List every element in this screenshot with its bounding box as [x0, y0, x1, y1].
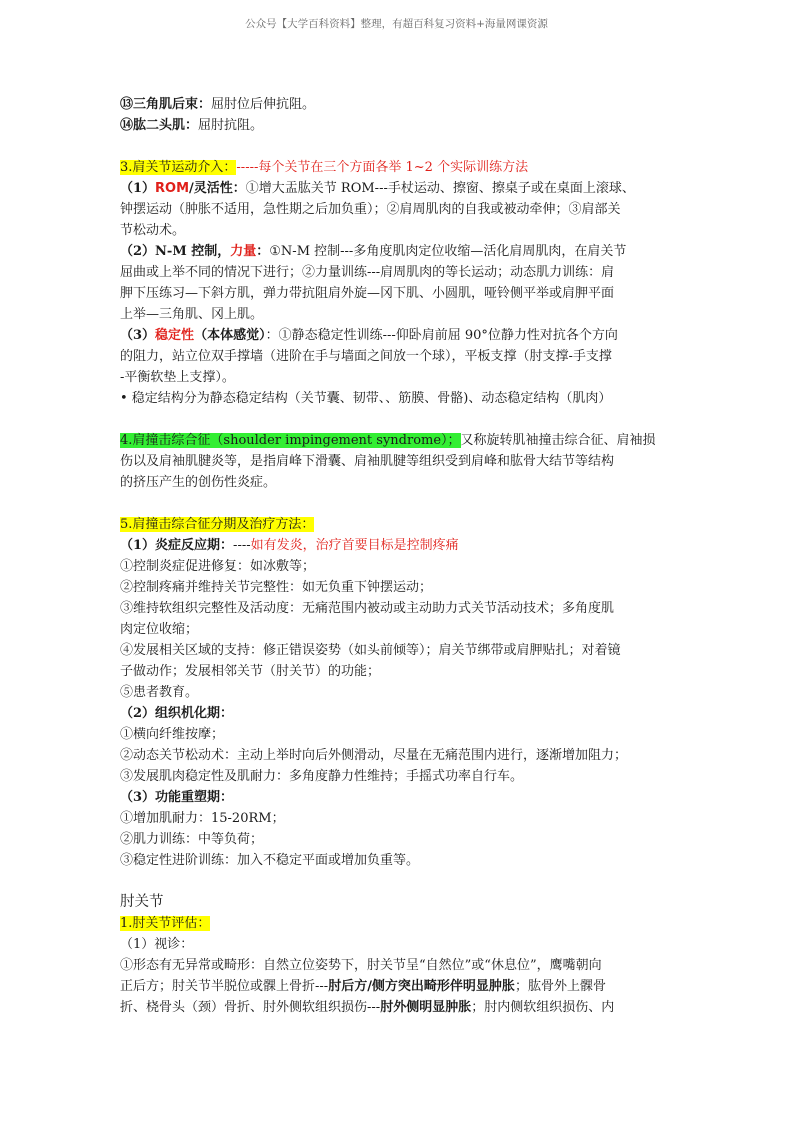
list-item: 子做动作；发展相邻关节（肘关节）的功能； [120, 664, 381, 679]
list-item: ②控制疼痛并维持关节完整性：如无负重下钟摆运动； [120, 580, 433, 595]
section-3-title [120, 157, 680, 178]
elbow-line1: ①形态有无异常或畸形：自然立位姿势下，肘关节呈“自然位”或“休息位”，鹰嘴朝向 [120, 958, 602, 973]
elbow-line2-a: 正后方；肘关节半脱位或髁上骨折--- [120, 979, 329, 994]
phase-3-title: （3）功能重塑期： [120, 790, 234, 805]
s3-p1-label: /灵活性： [189, 181, 246, 196]
list-item: ③稳定性进阶训练：加入不稳定平面或增加负重等。 [120, 853, 420, 868]
elbow-line3-a: 折、桡骨头（颈）骨折、肘外侧软组织损伤--- [120, 1000, 381, 1015]
item-14-label: ⑭肱二头肌： [120, 118, 199, 133]
elbow-heading: 肘关节 [120, 894, 164, 910]
phase-1-dash: ---- [233, 538, 251, 553]
s3-p3-label: （本体感觉） [194, 328, 266, 343]
list-item: ①横向纤维按摩； [120, 727, 225, 742]
elbow-line3 [120, 997, 680, 1018]
list-item: ③发展肌肉稳定性及肌耐力：多角度静力性维持；手摇式功率自行车。 [120, 769, 524, 784]
s3-p2-line4: 上举—三角肌、冈上肌。 [120, 307, 264, 322]
section-4-line3: 的挤压产生的创伤性炎症。 [120, 475, 277, 490]
item-13 [120, 94, 680, 115]
s3-p3-text: ：①静态稳定性训练---仰卧肩前屈 90°位静力性对抗各个方向 [265, 328, 618, 343]
section-4-heading: 4.肩撞击综合征（shoulder impingement syndrome）； [120, 433, 461, 448]
elbow-section-1-heading: 1.肘关节评估： [120, 916, 211, 931]
section-4-line1 [120, 430, 680, 451]
list-item: ①控制炎症促进修复：如冰敷等； [120, 559, 316, 574]
s3-p1-line3: 节松动术。 [120, 223, 186, 238]
s3-p2-colon: ： [256, 244, 270, 259]
phase-1-goal: 如有发炎，治疗首要目标是控制疼痛 [250, 538, 459, 553]
list-item: ④发展相关区域的支持：修正错误姿势（如头前倾等）；肩关节绑带或肩胛贴扎；对着镜 [120, 643, 621, 658]
s3-p1-line2: 钟摆运动（肿胀不适用，急性期之后加负重）；②肩周肌肉的自我或被动牵伸；③肩部关 [120, 202, 621, 217]
list-item: ②肌力训练：中等负荷； [120, 832, 264, 847]
list-item: ②动态关节松动术：主动上举时向后外侧滑动，尽量在无痛范围内进行，逐渐增加阻力； [120, 748, 628, 763]
list-item: ③维持软组织完整性及活动度：无痛范围内被动或主动助力式关节活动技术；多角度肌 [120, 601, 615, 616]
s3-p1-num: （1） [120, 181, 156, 196]
document-body [120, 94, 680, 1018]
s3-p2-line3: 胛下压练习—下斜方肌，弹力带抗阻肩外旋—冈下肌、小圆肌，哑铃侧平举或肩胛平面 [120, 286, 615, 301]
item-13-text: 屈肘位后伸抗阻。 [211, 97, 316, 112]
s3-p2-text: ①N-M 控制---多角度肌肉定位收缩—活化肩周肌肉，在肩关节 [269, 244, 627, 259]
item-14 [120, 115, 680, 136]
item-14-text: 屈肘抗阻。 [198, 118, 264, 133]
phase-1-label: （1）炎症反应期： [120, 538, 234, 553]
section-5-heading: 5.肩撞击综合征分期及治疗方法： [120, 517, 315, 532]
list-item: 肉定位收缩； [120, 622, 199, 637]
section-3-subtitle: -----每个关节在三个方面各举 1~2 个实际训练方法 [236, 160, 529, 175]
elbow-line2-b: 肘后方/侧方突出畸形伴明显肿胀 [328, 979, 515, 994]
elbow-line2-c: ；肱骨外上髁骨 [514, 979, 606, 994]
elbow-line2 [120, 976, 680, 997]
s3-p1-line1 [120, 178, 680, 199]
elbow-line3-b: 肘外侧明显肿胀 [380, 1000, 472, 1015]
phase-2-title: （2）组织机化期： [120, 706, 234, 721]
s3-p3-line3: -平衡软垫上支撑）。 [120, 370, 235, 385]
section-4-line2: 伤以及肩袖肌腱炎等，是指肩峰下滑囊、肩袖肌腱等组织受到肩峰和肱骨大结节等结构 [120, 454, 615, 469]
s3-p2-line1 [120, 241, 680, 262]
elbow-section-1-title [120, 913, 680, 934]
section-4-text: 又称旋转肌袖撞击综合征、肩袖损 [460, 433, 656, 448]
s3-p3-line2: 的阻力，站立位双手撑墙（进阶在手与墙面之间放一个球），平板支撑（肘支撑-手支撑 [120, 349, 612, 364]
s3-p3-num: （3） [120, 328, 156, 343]
elbow-line3-c: ；肘内侧软组织损伤、内 [471, 1000, 615, 1015]
elbow-sub-1: （1）视诊： [120, 937, 194, 952]
s3-p1-rom: ROM [155, 181, 190, 196]
item-13-label: ⑬三角肌后束： [120, 97, 212, 112]
s3-bullet: • 稳定结构分为静态稳定结构（关节囊、韧带、、筋膜、骨骼)、动态稳定结构（肌肉） [120, 391, 612, 406]
section-3-heading: 3.肩关节运动介入： [120, 160, 237, 175]
s3-p3-stability: 稳定性 [155, 328, 195, 343]
phase-1-title [120, 535, 680, 556]
s3-p3-line1 [120, 325, 680, 346]
page-header: 公众号【大学百科资料】整理，有超百科复习资料+海量网课资源 [245, 18, 548, 30]
list-item: ①增加肌耐力：15-20RM； [120, 811, 285, 826]
s3-p2-line2: 屈曲或上举不同的情况下进行；②力量训练---肩周肌肉的等长运动；动态肌力训练：肩 [120, 265, 615, 280]
s3-p1-text: ①增大盂肱关节 ROM---手杖运动、擦窗、擦桌子或在桌面上滚球、 [245, 181, 635, 196]
list-item: ⑤患者教育。 [120, 685, 199, 700]
s3-p2-strength: 力量 [230, 244, 257, 259]
s3-p2-label: （2）N-M 控制， [120, 244, 231, 259]
section-5-title [120, 514, 680, 535]
